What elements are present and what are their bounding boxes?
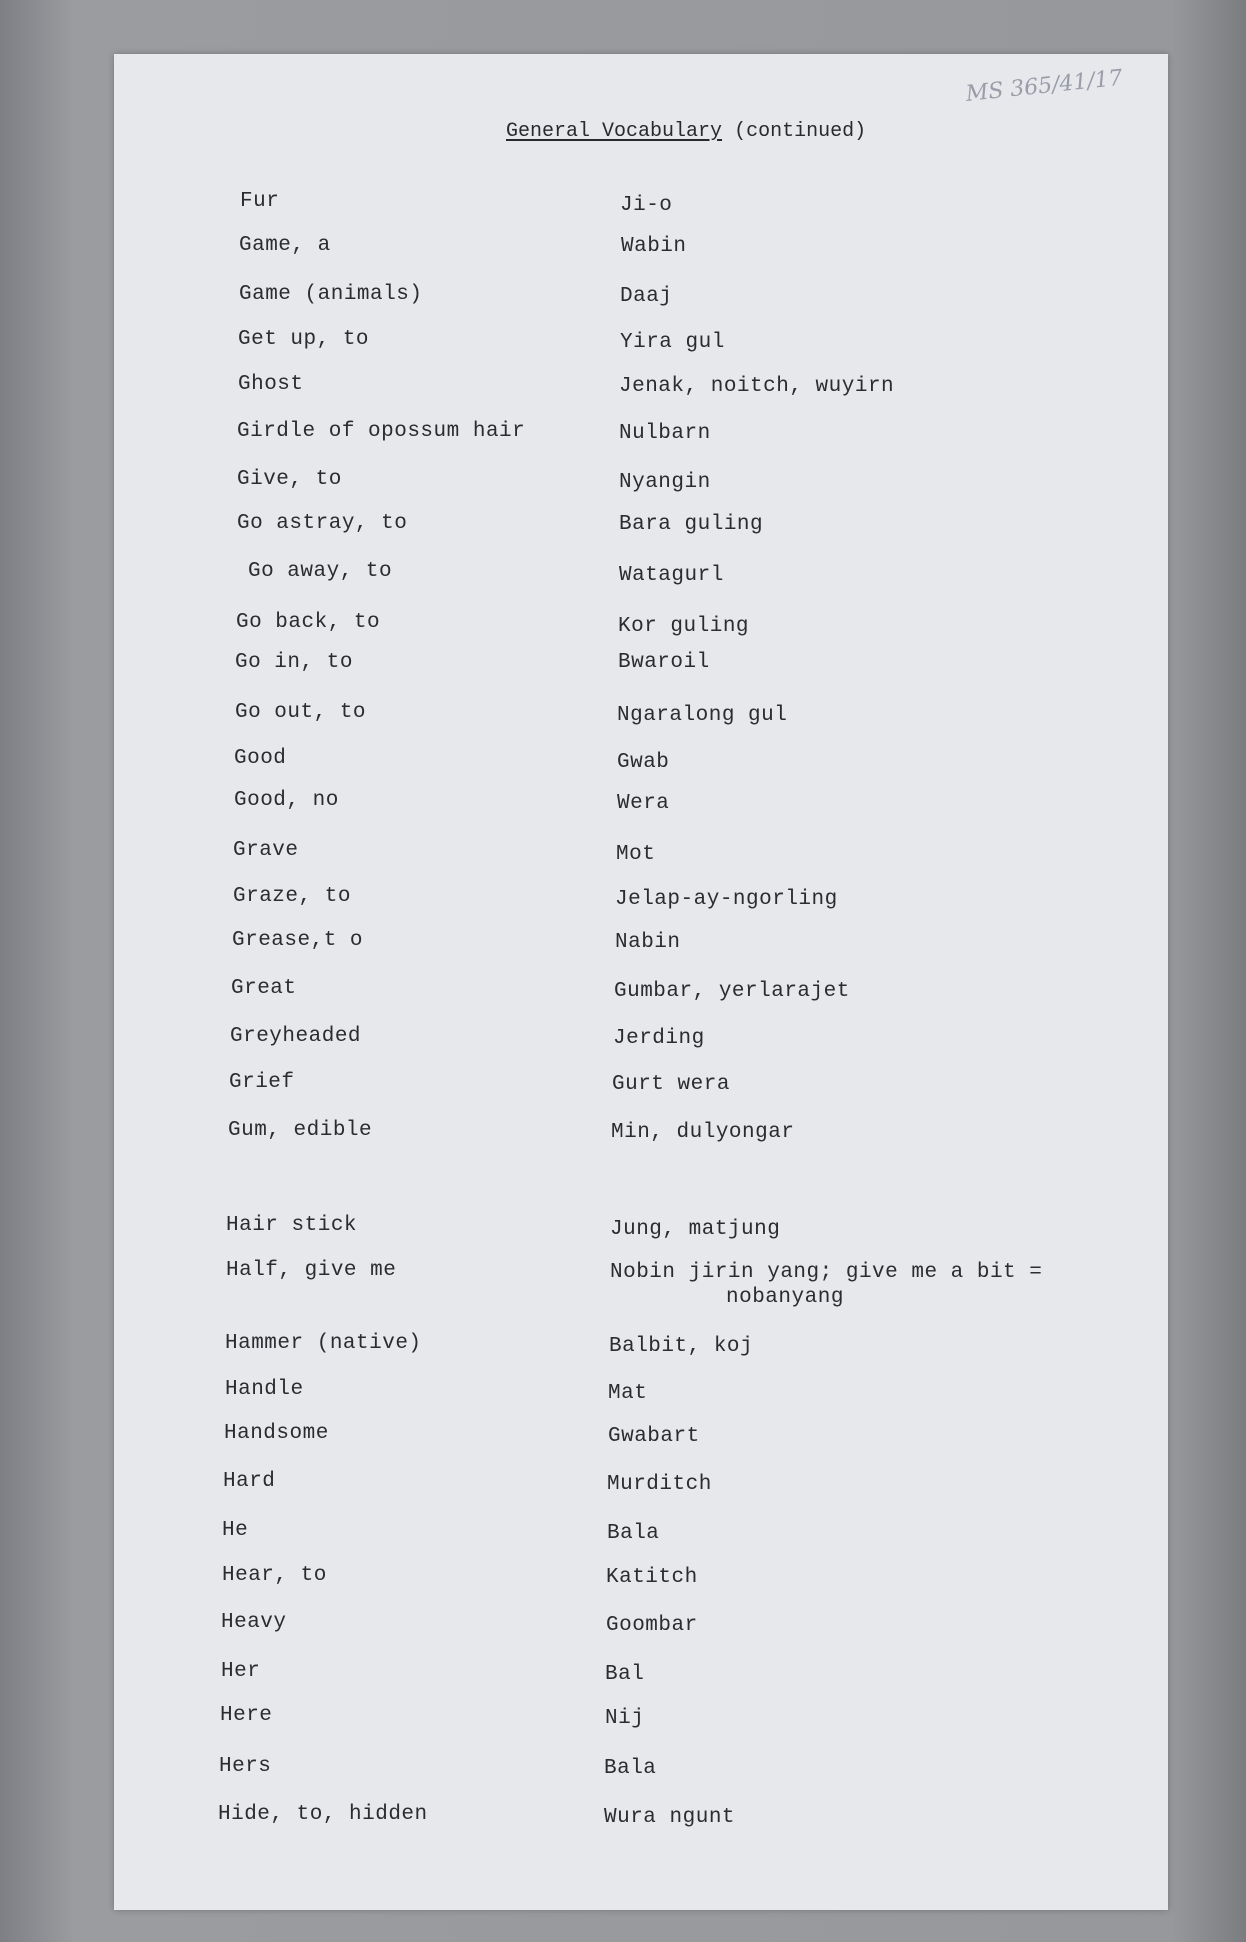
archive-reference-annotation: MS 365/41/17 bbox=[964, 65, 1124, 107]
vocab-translation: Jelap-ay-ngorling bbox=[615, 888, 838, 911]
vocab-term: Hard bbox=[223, 1470, 276, 1493]
vocab-translation: Ji-o bbox=[620, 194, 673, 217]
vocab-translation: Murditch bbox=[607, 1473, 712, 1496]
vocab-term: Hear, to bbox=[222, 1564, 327, 1587]
vocab-term: Hammer (native) bbox=[225, 1332, 422, 1355]
vocab-translation: Yira gul bbox=[620, 331, 725, 354]
vocab-term: Handsome bbox=[224, 1422, 329, 1445]
vocab-term: Give, to bbox=[237, 468, 342, 491]
vocab-translation: Jerding bbox=[613, 1027, 705, 1050]
vocab-term: Grease,t o bbox=[232, 929, 364, 952]
vocab-translation: Wura ngunt bbox=[604, 1806, 736, 1829]
title-main: General Vocabulary bbox=[506, 120, 723, 143]
vocab-translation: Goombar bbox=[606, 1614, 698, 1637]
vocab-translation: Gwabart bbox=[608, 1425, 700, 1448]
vocab-translation: Min, dulyongar bbox=[611, 1121, 795, 1144]
vocab-term: He bbox=[222, 1519, 249, 1542]
vocab-term: Here bbox=[220, 1704, 273, 1727]
vocab-translation: Gwab bbox=[617, 751, 670, 774]
vocab-translation: Gurt wera bbox=[612, 1073, 730, 1096]
vocab-translation: Nulbarn bbox=[619, 422, 711, 445]
vocab-translation: Mot bbox=[616, 843, 656, 866]
vocab-translation: Nyangin bbox=[619, 471, 711, 494]
vocab-term: Greyheaded bbox=[230, 1025, 362, 1048]
title-suffix: (continued) bbox=[734, 120, 867, 143]
vocab-term: Game (animals) bbox=[239, 283, 423, 306]
vocab-translation-continuation: nobanyang bbox=[726, 1286, 844, 1309]
vocab-translation: Nabin bbox=[615, 931, 681, 954]
vocab-translation: Bal bbox=[605, 1663, 645, 1686]
vocab-term: Grief bbox=[229, 1071, 295, 1094]
vocab-translation: Jenak, noitch, wuyirn bbox=[619, 375, 895, 398]
vocab-term: Good bbox=[234, 747, 287, 770]
vocab-term: Heavy bbox=[221, 1611, 287, 1634]
vocab-translation: Gumbar, yerlarajet bbox=[614, 980, 850, 1003]
vocab-translation: Bala bbox=[607, 1522, 660, 1545]
vocab-term: Good, no bbox=[234, 789, 339, 812]
vocab-term: Hide, to, hidden bbox=[218, 1803, 428, 1826]
vocab-translation: Jung, matjung bbox=[610, 1218, 781, 1241]
vocab-term: Gum, edible bbox=[228, 1119, 373, 1142]
vocab-term: Get up, to bbox=[238, 328, 370, 351]
vocab-term: Handle bbox=[225, 1378, 304, 1401]
vocab-translation: Bara guling bbox=[619, 513, 764, 536]
vocab-translation: Kor guling bbox=[618, 615, 750, 638]
vocab-translation: Katitch bbox=[606, 1566, 698, 1589]
vocab-term: Fur bbox=[240, 190, 280, 213]
vocab-translation: Bwaroil bbox=[618, 651, 710, 674]
vocab-translation: Wabin bbox=[621, 235, 687, 258]
vocab-translation: Daaj bbox=[620, 285, 673, 308]
vocab-term: Her bbox=[221, 1660, 261, 1683]
page-title bbox=[506, 120, 866, 143]
vocab-term: Go out, to bbox=[235, 701, 367, 724]
vocab-translation: Wera bbox=[617, 792, 670, 815]
vocab-translation: Ngaralong gul bbox=[617, 704, 788, 727]
vocab-term: Go back, to bbox=[236, 611, 381, 634]
vocab-term: Graze, to bbox=[233, 885, 351, 908]
vocab-term: Ghost bbox=[238, 373, 304, 396]
vocab-term: Half, give me bbox=[226, 1259, 397, 1282]
vocab-translation: Nij bbox=[605, 1707, 645, 1730]
vocab-term: Great bbox=[231, 977, 297, 1000]
vocab-term: Hers bbox=[219, 1755, 272, 1778]
vocab-term: Hair stick bbox=[226, 1214, 358, 1237]
vocab-term: Game, a bbox=[239, 234, 331, 257]
vocab-translation: Nobin jirin yang; give me a bit = bbox=[610, 1261, 1043, 1284]
vocab-term: Go in, to bbox=[235, 651, 353, 674]
vocab-translation: Balbit, koj bbox=[609, 1335, 754, 1358]
vocab-term: Go astray, to bbox=[237, 512, 408, 535]
vocab-translation: Bala bbox=[604, 1757, 657, 1780]
vocab-translation: Watagurl bbox=[619, 564, 724, 587]
vocab-translation: Mat bbox=[608, 1382, 648, 1405]
vocab-term: Girdle of opossum hair bbox=[237, 420, 526, 443]
vocab-term: Grave bbox=[233, 839, 299, 862]
vocab-term: Go away, to bbox=[248, 560, 393, 583]
